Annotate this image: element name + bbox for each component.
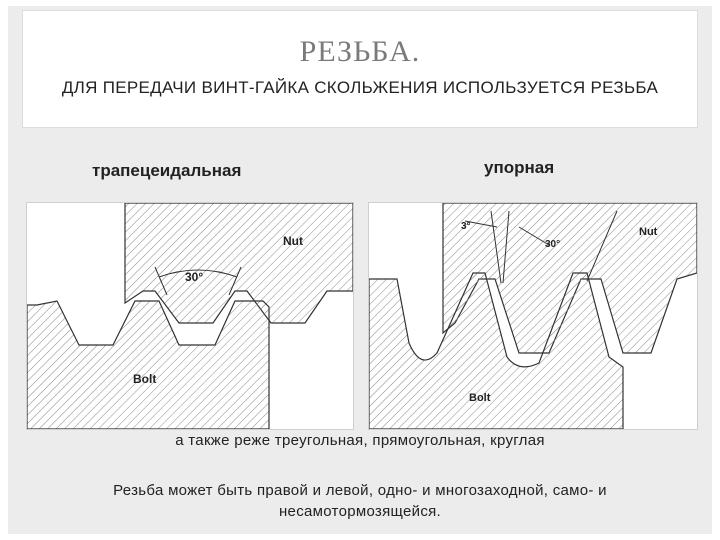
trapezoidal-thread-diagram <box>26 202 354 430</box>
buttress-heading: упорная <box>484 158 555 177</box>
trapezoidal-heading: трапецеидальная <box>92 161 242 180</box>
slide <box>8 6 712 534</box>
bolt-label: Bolt <box>133 372 157 386</box>
angle-large-label: 30° <box>545 239 561 250</box>
title-box <box>22 10 698 128</box>
nut-label: Nut <box>639 226 658 238</box>
buttress-thread-drawing <box>369 203 697 429</box>
also-text: а также реже треугольная, прямоугольная, круглая <box>175 432 545 449</box>
description-text: Резьба может быть правой и левой, одно- и многозаходной, само- и несамотормозящейся. <box>113 482 607 520</box>
nut-label: Nut <box>283 234 303 248</box>
angle-small-label: 3° <box>461 221 471 232</box>
buttress-thread-diagram <box>368 202 698 430</box>
bolt-region <box>27 301 269 429</box>
bolt-label: Bolt <box>469 392 491 404</box>
slide-subtitle: ДЛЯ ПЕРЕДАЧИ ВИНТ-ГАЙКА СКОЛЬЖЕНИЯ ИСПОЛЬЗУЕТСЯ РЕЗЬБА <box>61 78 659 97</box>
trapezoidal-thread-drawing <box>27 203 353 429</box>
bolt-region <box>369 273 623 429</box>
angle-label: 30° <box>185 270 204 284</box>
slide-title: РЕЗЬБА. <box>299 35 421 68</box>
